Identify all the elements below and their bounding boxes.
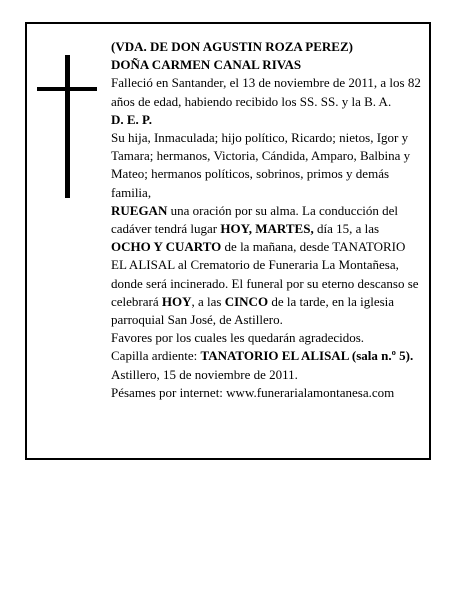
chapel-label: Capilla ardiente:	[111, 348, 201, 364]
place-date: Astillero, 15 de noviembre de 2011.	[111, 366, 298, 382]
obituary-text	[111, 38, 421, 402]
funeral-text-2: día 15, a las	[313, 221, 380, 237]
cross-vertical-bar	[65, 55, 70, 198]
death-announcement: Falleció en Santander, el 13 de noviembre de 2011, a los 82 años de edad, habiendo recibido los SS. SS. y la B. A.	[111, 75, 421, 109]
family-list: Su hija, Inmaculada; hijo político, Ricardo; nietos, Igor y Tamara; hermanos, Victoria, Cándida, Amparo, Balbina y Mateo; hermanos políticos, sobrinos, primos y demás familia,	[111, 130, 411, 200]
funeral-text-3: de la mañana, desde TANATORIO EL ALISAL al Crematorio de Funeraria La Montañesa, donde será incinerado. El funeral por su eterno descanso se celebrará	[111, 239, 419, 309]
funeral-text-5: de la tarde, en la iglesia parroquial San José, de Astillero.	[111, 293, 395, 328]
obituary-notice	[25, 22, 431, 460]
cross-horizontal-bar	[37, 87, 97, 91]
deceased-name: DOÑA CARMEN CANAL RIVAS	[111, 57, 302, 73]
thanks-line: Favores por los cuales les quedarán agradecidos.	[111, 330, 365, 346]
today-word: HOY	[161, 293, 192, 309]
chapel-location: TANATORIO EL ALISAL (sala n.º 5).	[200, 348, 414, 364]
funeral-text-1: una oración por su alma. La conducción del cadáver tendrá lugar	[111, 202, 399, 237]
funeral-details	[111, 202, 421, 329]
widow-line: (VDA. DE DON AGUSTIN ROZA PEREZ)	[111, 39, 353, 54]
rip-line: D. E. P.	[111, 111, 153, 127]
latin-cross-icon	[37, 55, 97, 198]
today-tuesday: HOY, MARTES,	[220, 221, 314, 237]
condolences-line: Pésames por internet: www.funerarialamontanesa.com	[111, 384, 395, 400]
eight-fifteen: OCHO Y CUARTO	[111, 239, 222, 255]
chapel-line	[111, 347, 421, 365]
funeral-text-4: , a las	[191, 293, 225, 309]
ruegan-word: RUEGAN	[111, 202, 168, 218]
five-word: CINCO	[224, 293, 269, 309]
